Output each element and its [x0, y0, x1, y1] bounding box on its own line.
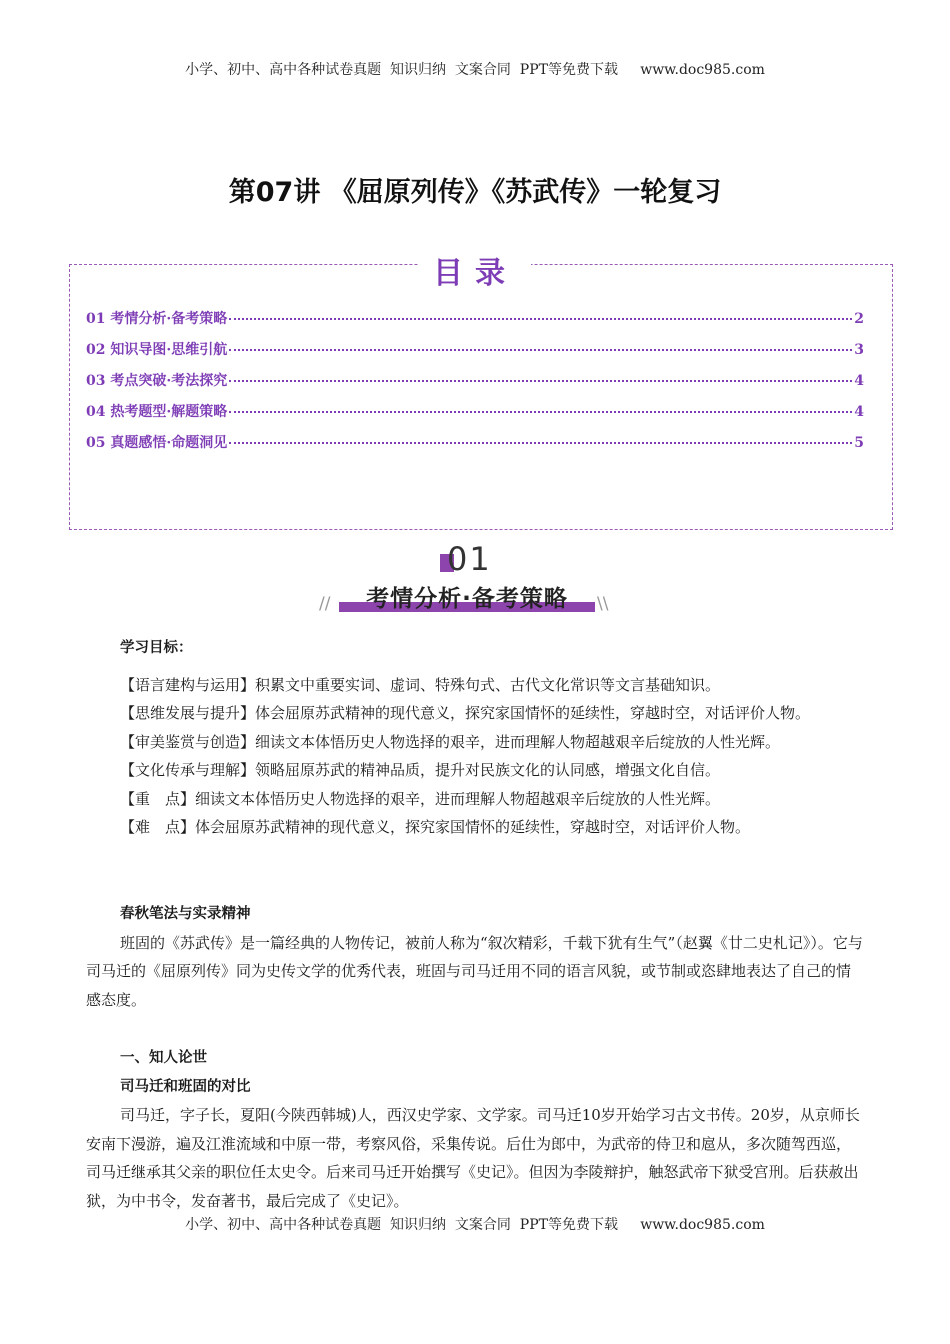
- goal-line: 【难 点】体会屈原苏武精神的现代意义，探究家国情怀的延续性，穿越时空，对话评价人物。: [120, 818, 751, 836]
- toc-item-page: 4: [854, 373, 864, 389]
- decorative-slash-right: \\: [597, 594, 609, 614]
- goal-line: 【语言建构与运用】积累文中重要实词、虚词、特殊句式、古代文化常识等文言基础知识。: [120, 675, 721, 694]
- page-footer: 小学、初中、高中各种试卷真题 知识归纳 文案合同 PPT等免费下载 www.doc985.com: [185, 1217, 765, 1233]
- toc-leader-dots: [229, 380, 852, 382]
- page-title: 第07讲 《屈原列传》《苏武传》一轮复习: [228, 177, 722, 208]
- toc-leader-dots: [229, 411, 852, 413]
- toc-item[interactable]: [86, 432, 864, 463]
- toc-item-label: 02 知识导图·思维引航: [86, 342, 228, 358]
- toc-heading: 目录: [0, 248, 950, 292]
- decorative-slash-left: //: [319, 594, 331, 614]
- spring-paragraph: 班固的《苏武传》是一篇经典的人物传记，被前人称为“叙次精彩，千载下犹有生气”（赵翼《廿二史札记》）。它与司马迁的《屈原列传》同为史传文学的优秀代表，班固与司马迁用不同的语言风貌，或节制或恣肆地表达了自己的情感态度。: [86, 933, 863, 1009]
- goal-line: 【文化传承与理解】领略屈原苏武的精神品质，提升对民族文化的认同感，增强文化自信。: [120, 761, 721, 779]
- toc-item[interactable]: [86, 401, 864, 432]
- section-number: 01: [447, 540, 492, 578]
- toc-item[interactable]: [86, 339, 864, 370]
- toc-leader-dots: [229, 349, 852, 351]
- part1-subheading: 司马迁和班固的对比: [120, 1078, 251, 1095]
- toc-item-label: 03 考点突破·考法探究: [86, 373, 228, 389]
- toc-item-page: 2: [854, 311, 864, 327]
- toc-item-label: 01 考情分析·备考策略: [86, 311, 228, 327]
- part1-section: [86, 1044, 864, 1215]
- goal-line: 【思维发展与提升】体会屈原苏武精神的现代意义，探究家国情怀的延续性，穿越时空，对话评价人物。: [120, 704, 811, 722]
- toc-leader-dots: [229, 318, 852, 320]
- toc-item-page: 4: [854, 404, 864, 420]
- spring-heading: 春秋笔法与实录精神: [120, 906, 251, 922]
- section-title: 考情分析·备考策略: [366, 586, 568, 612]
- goal-line: 【审美鉴赏与创造】细读文本体悟历史人物选择的艰辛，进而理解人物超越艰辛后绽放的人性光辉。: [120, 732, 781, 751]
- toc-item-page: 5: [854, 435, 864, 451]
- goals-heading: 学习目标：: [120, 640, 193, 656]
- toc-item-label: 04 热考题型·解题策略: [86, 404, 228, 420]
- page-header: 小学、初中、高中各种试卷真题 知识归纳 文案合同 PPT等免费下载 www.doc985.com: [185, 62, 765, 78]
- goal-line: 【重 点】细读文本体悟历史人物选择的艰辛，进而理解人物超越艰辛后绽放的人性光辉。: [120, 789, 721, 808]
- section-banner: [317, 540, 617, 620]
- toc-item-label: 05 真题感悟·命题洞见: [86, 435, 228, 451]
- toc-item[interactable]: [86, 308, 864, 339]
- learning-goals: [86, 634, 864, 842]
- part1-paragraph: 司马迁，字子长，夏阳(今陕西韩城)人，西汉史学家、文学家。司马迁10岁开始学习古文书传。20岁，从京师长安南下漫游，遍及江淮流域和中原一带，考察风俗，采集传说。后仕为郎中，为武帝的侍卫和扈从，多次随驾西巡，司马迁继承其父亲的职位任太史令。后来司马迁开始撰写《史记》。但因为李陵辩护，触怒武帝下狱受宫刑。后获赦出狱，为中书令，发奋著书，最后完成了《史记》。: [86, 1106, 860, 1210]
- toc-item-page: 3: [854, 342, 864, 358]
- toc-item[interactable]: [86, 370, 864, 401]
- part1-heading: 一、知人论世: [120, 1050, 207, 1066]
- spring-autumn-section: [86, 900, 864, 1014]
- toc-leader-dots: [229, 442, 852, 444]
- toc-list: [86, 308, 864, 463]
